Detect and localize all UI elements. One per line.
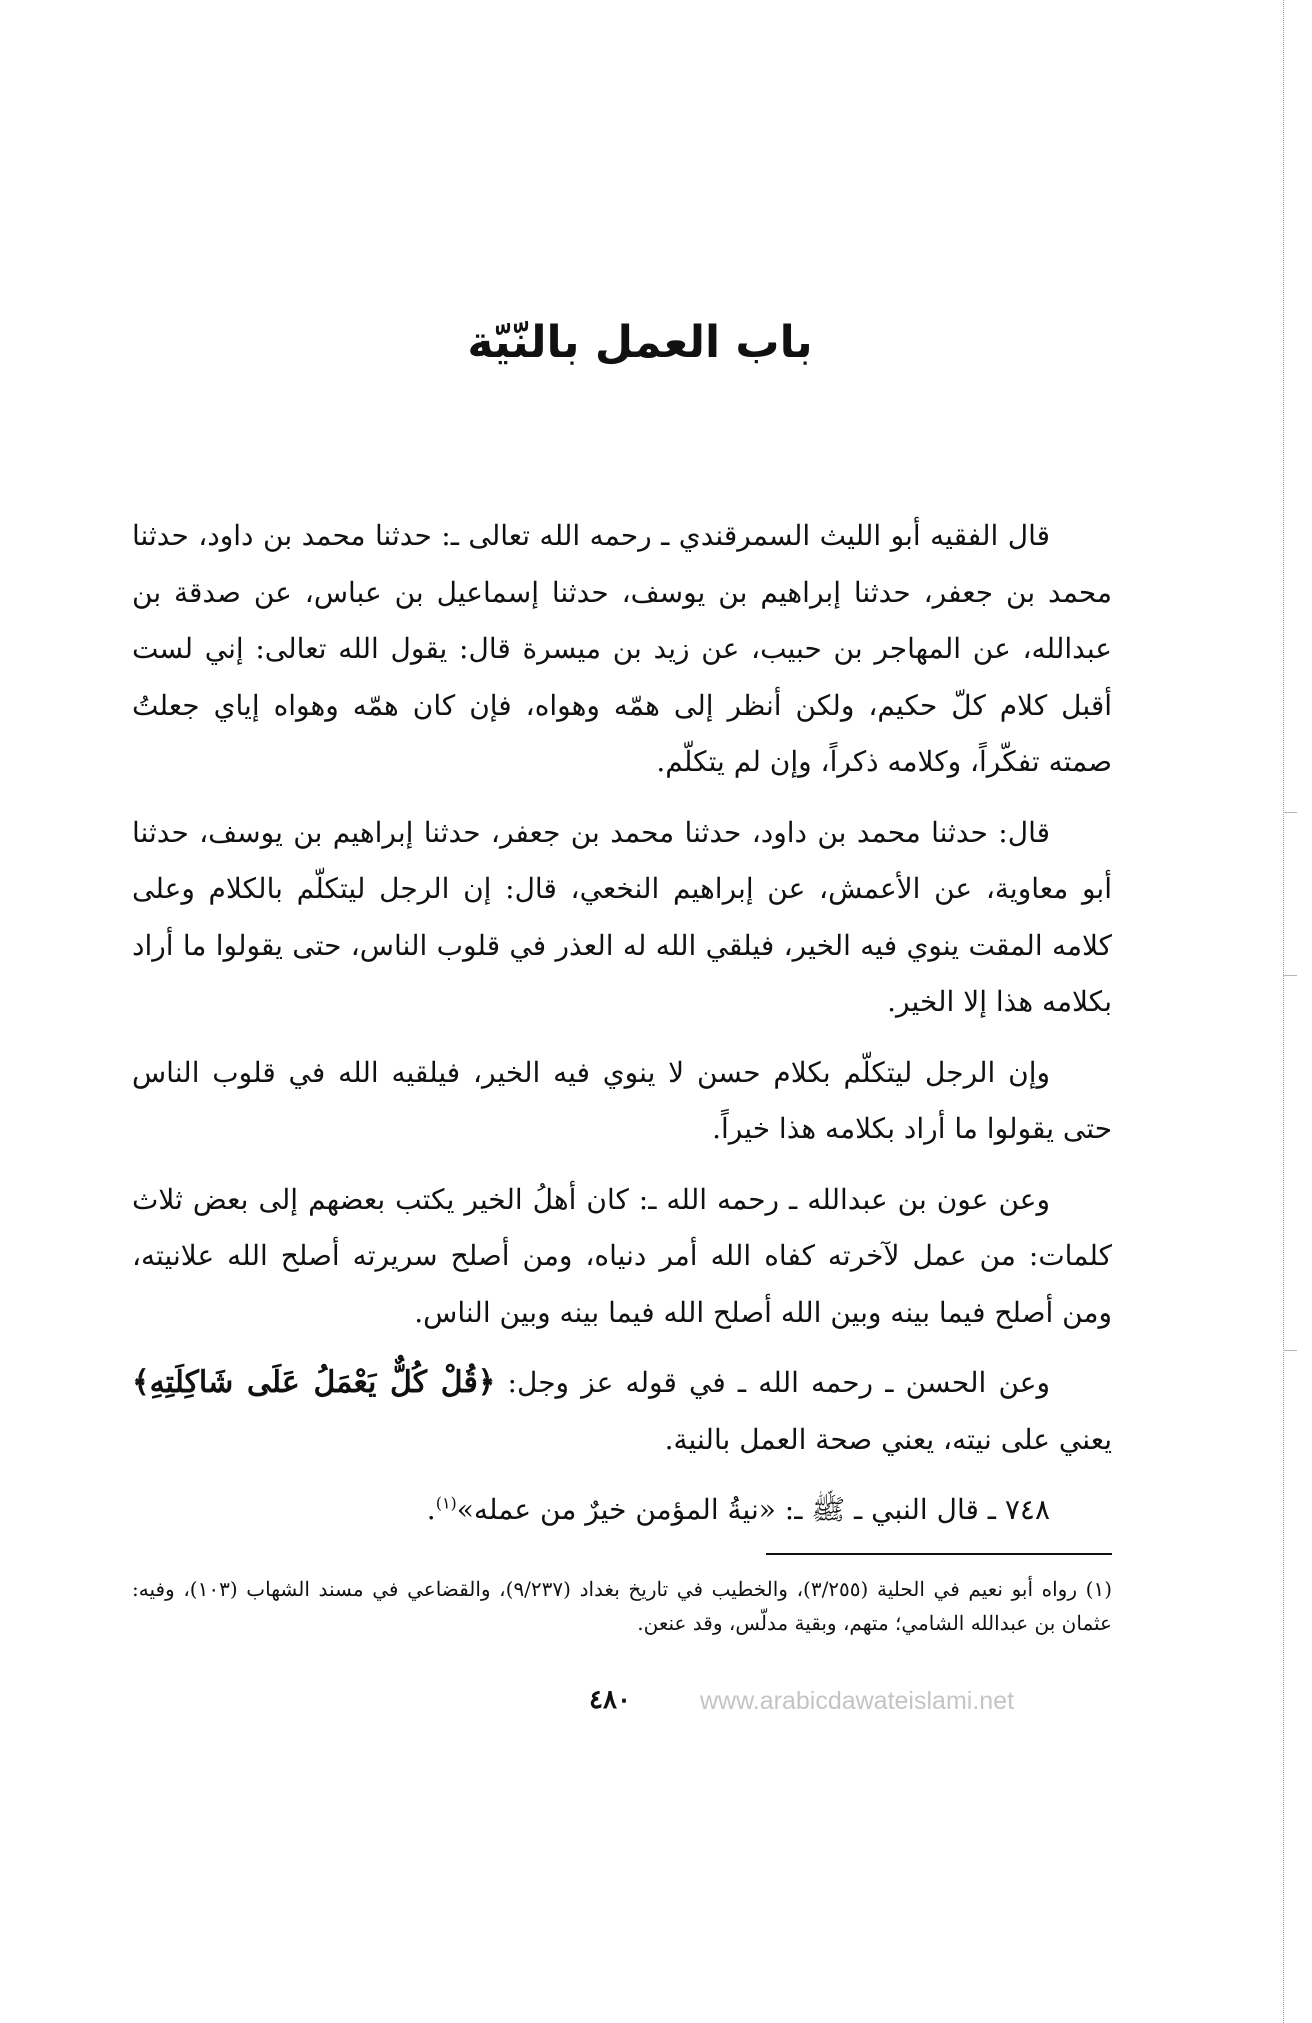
paragraph-isnad-1: قال الفقيه أبو الليث السمرقندي ـ رحمه الله تعالى ـ: حدثنا محمد بن داود، حدثنا محمد بن جعفر، حدثنا إبراهيم بن يوسف، حدثنا إسماعيل بن عباس، عن صدقة بن عبدالله، عن المهاجر بن حبيب، عن زيد بن ميسرة قال: يقول الله تعالى: إني لست أقبل كلام كلّ حكيم، ولكن أنظر إلى همّه وهواه، فإن كان همّه وهواه إياي جعلتُ صمته تفكّراً، وكلامه ذكراً، وإن لم يتكلّم. [132,519,1112,778]
footnote-marker[interactable]: (١) [435,1493,457,1513]
hasan-intro: وعن الحسن ـ رحمه الله ـ في قوله عز وجل: [495,1366,1050,1399]
paragraph-good-speech: وإن الرجل ليتكلّم بكلام حسن لا ينوي فيه الخير، فيلقيه الله في قلوب الناس حتى يقولوا ما أراد بكلامه هذا خيراً. [132,1055,1112,1145]
page-edge-tick [1283,812,1297,813]
hasan-explanation: يعني على نيته، يعني صحة العمل بالنية. [664,1422,1112,1456]
footnotes [132,1572,1112,1640]
hadith-end: . [426,1493,436,1526]
footnote-1: (١) رواه أبو نعيم في الحلية (٣/٢٥٥)، والخطيب في تاريخ بغداد (٩/٢٣٧)، والقضاعي في مسند الشهاب (١٠٣)، وفيه: عثمان بن عبدالله الشامي؛ متهم، وبقية مدلّس، وقد عنعن. [132,1577,1112,1635]
page-edge-tick [1283,975,1297,976]
paragraph-awn: وعن عون بن عبدالله ـ رحمه الله ـ: كان أهلُ الخير يكتب بعضهم إلى بعض ثلاث كلمات: من عمل لآخرته كفاه الله أمر دنياه، ومن أصلح سريرته أصلح الله علانيته، ومن أصلح فيما بينه وبين الله أصلح الله فيما بينه وبين الناس. [132,1182,1112,1329]
paragraph-isnad-2: قال: حدثنا محمد بن داود، حدثنا محمد بن جعفر، حدثنا إبراهيم بن يوسف، حدثنا أبو معاوية، عن الأعمش، عن إبراهيم النخعي، قال: إن الرجل ليتكلّم بالكلام وعلى كلامه المقت ينوي فيه الخير، فيلقي الله له العذر في قلوب الناس، حتى يقولوا ما أراد بكلامه هذا إلا الخير. [132,815,1112,1018]
quran-verse: ﴿قُلْ كُلٌّ يَعْمَلُ عَلَى شَاكِلَتِهِ﴾ [132,1365,496,1400]
hadith-text: ٧٤٨ ـ قال النبي ـ ﷺ ـ: «نيةُ المؤمن خيرٌ من عمله» [456,1493,1050,1526]
page-edge-tick [1283,1350,1297,1351]
main-text [132,508,1112,1553]
footnote-separator [766,1553,1112,1555]
chapter-title: باب العمل بالنّيّة [467,317,813,368]
hadith-748 [132,1482,1112,1539]
page-edge-line [1283,0,1284,2023]
page-number: ٤٨٠ [589,1685,631,1715]
watermark-url: www.arabicdawateislami.net [700,1687,1015,1715]
paragraph-hasan [132,1355,1112,1468]
